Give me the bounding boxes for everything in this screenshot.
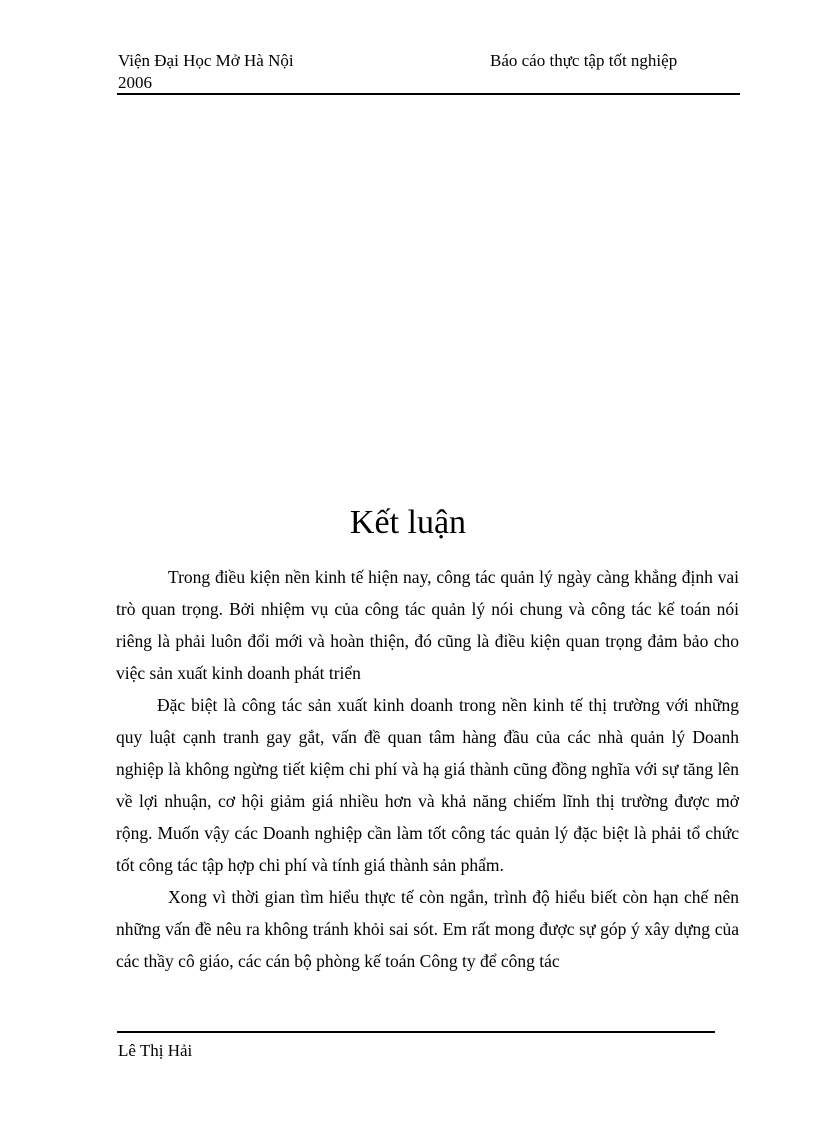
header-year: 2006	[118, 73, 152, 92]
section-title: Kết luận	[349, 504, 467, 541]
paragraph: Trong điều kiện nền kinh tế hiện nay, công tác quản lý ngày càng khẳng định vai trò quan trọng. Bởi nhiệm vụ của công tác quản lý nói chung và công tác kế toán nói riêng là phải luôn đổi mới và hoàn thiện, đó cũng là điều kiện quan trọng đảm bảo cho việc sản xuất kinh doanh phát triển	[116, 567, 739, 683]
header-left	[118, 50, 418, 94]
header-divider	[117, 93, 740, 95]
paragraph: Đặc biệt là công tác sản xuất kinh doanh trong nền kinh tế thị trường với những quy luật cạnh tranh gay gắt, vấn đề quan tâm hàng đầu của các nhà quản lý Doanh nghiệp là không ngừng tiết kiệm chi phí và hạ giá thành cũng đồng nghĩa với sự tăng lên về lợi nhuận, cơ hội giảm giá nhiều hơn và khả năng chiếm lĩnh thị trường được mở rộng. Muốn vậy các Doanh nghiệp cần làm tốt công tác quản lý đặc biệt là phải tổ chức tốt công tác tập hợp chi phí và tính giá thành sản phẩm.	[116, 695, 739, 875]
body-text	[116, 561, 739, 977]
report-title: Báo cáo thực tập tốt nghiệp	[490, 51, 678, 70]
institution-name: Viện Đại Học Mở Hà Nội	[118, 51, 294, 70]
paragraph: Xong vì thời gian tìm hiểu thực tế còn ngắn, trình độ hiểu biết còn hạn chế nên những vấn đề nêu ra không tránh khỏi sai sót. Em rất mong được sự góp ý xây dựng của các thầy cô giáo, các cán bộ phòng kế toán Công ty để công tác	[116, 887, 739, 971]
footer-author: Lê Thị Hải	[118, 1041, 193, 1060]
footer-divider	[117, 1031, 715, 1033]
